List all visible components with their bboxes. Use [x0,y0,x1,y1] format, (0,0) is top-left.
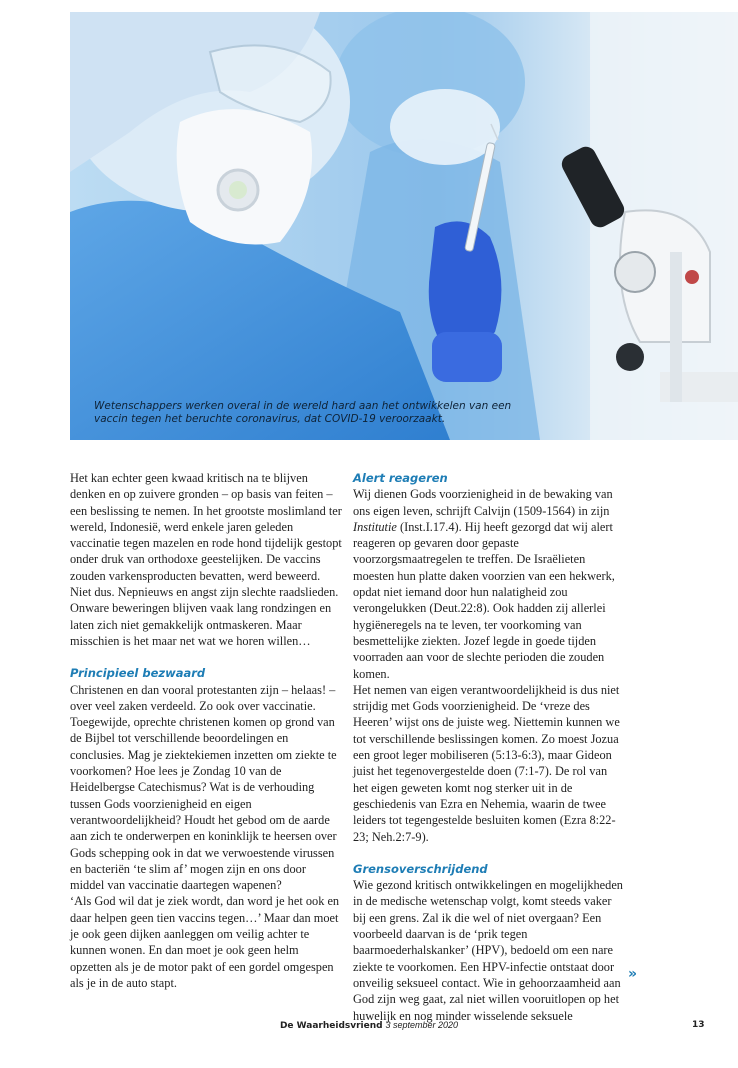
body-paragraph: Christenen en dan vooral protestanten zijn – helaas! – over veel zaken verdeeld. Zo ook over vaccinatie. Toegewijde, oprechte christenen komen op grond van de Bijbel tot verschillende beoordelingen en conclusies. Mag je ziektekiemen inzetten om ziekte te voorkomen? Hoe lees je Zondag 10 van de Heidelbergse Catechismus? Wat is de verhouding tussen Gods voorzienigheid en eigen verantwoordelijkheid? Houdt het gebod om de aarde aan zich te onderwerpen en koninklijk te heersen over Gods schepping ook in dat we verwoestende virussen en bacteriën ‘te slim af’ mogen zijn en ons door middel van vaccinatie daartegen wapenen? [70,682,337,893]
footer-credit [0,1020,738,1031]
page-number: 13 [692,1020,705,1030]
article-photo [70,12,738,440]
body-paragraph: Het nemen van eigen verantwoordelijkheid is dus niet strijdig met Gods voorzienigheid. De ‘vreze des Heeren’ wijst ons de juiste weg. Niettemin kunnen we tot verschillende beslissingen komen. Zo moest Jozua een groot leger mobiliseren (5:13-6:3), maar Gideon juist het tegenovergestelde doen (7:1-7). De rol van het eigen geweten komt nog sterker uit in de geschiedenis van Ezra en Nehemia, waarin de twee leiders tot tegengestelde besluiten komen (Ezra 8:22-23; Neh.2:7-9). [353,682,620,844]
text-span: (Inst.I.17.4). Hij heeft gezorgd dat wij alert reageren op gevaren door gepaste voorzorgsmaatregelen te treffen. De Israëlieten moesten hun platte daken voorzien van een hekwerk, opdat niet iemand door hun nalatigheid zou verongelukken (Deut.22:8). Ook hadden zij allerlei hygiëneregels na te leven, ter voorkoming van besmettelijke ziekten. Jozef legde in goede tijden voorraden aan voor de slechte perioden die zouden komen. [353,519,615,681]
body-paragraph: Wie gezond kritisch ontwikkelingen en mogelijkheden in de medische wetenschap volgt, komt steeds vaker bij een grens. Zal ik die wel of niet overgaan? Een voorbeeld daarvan is de ‘prik tegen baarmoederhalskanker’ (HPV), bedoeld om een nare ziekte te voorkomen. Een HPV-infectie ontstaat door onveilig seksueel contact. Wie in gehoorzaamheid aan God zijn weg gaat, zal niet willen vooruitlopen op het huwelijk en nog minder wisselende seksuele [353,878,623,1023]
issue-date: 3 september 2020 [385,1020,459,1030]
intro-paragraph: Het kan echter geen kwaad kritisch na te blijven denken en op zuivere gronden – op basis van feiten – een beslissing te nemen. In het grootste moslimland ter wereld, Indonesië, werd enkele jaren geleden vaccinatie tegen mazelen en rode hond tijdelijk gestopt onder druk van orthodoxe geestelijken. De vaccins zouden varkensproducten bevatten, werd beweerd. Niet dus. Nepnieuws en angst zijn slechte raadslieden. Onware beweringen blijven vaak lang rondzingen en laten zich niet gemakkelijk ontmaskeren. Maar misschien is het maar net wat we horen willen… [70,471,342,648]
section-heading-grensoverschrijdend: Grensoverschrijdend [353,861,488,876]
magazine-name: De Waarheidsvriend [279,1021,383,1031]
lab-scientists-illustration [70,12,738,440]
section-heading-alert: Alert reageren [353,471,448,485]
continue-arrow-icon: » [628,966,638,982]
section-heading-principieel: Principieel bezwaard [70,666,206,681]
book-title: Institutie [353,519,397,534]
photo-caption: Wetenschappers werken overal in de wereld hard aan het ontwikkelen van een vaccin tegen het beruchte coronavirus, dat COVID-19 veroorzaakt. [94,400,512,425]
left-column [70,470,342,991]
body-paragraph [353,486,625,682]
body-paragraph: ‘Als God wil dat je ziek wordt, dan word je het ook en daar helpen geen tien vaccins tegen…’ Maar dan moet je ook geen dijken aanleggen om veilig achter te kunnen wonen. En dan moet je ook geen helm opzetten als je de motor pakt of een gordel omgespen als je in de auto stapt. [70,894,340,990]
right-column [353,470,625,1024]
text-span: Wij dienen Gods voorzienigheid in de bewaking van ons eigen leven, schrijft Calvijn (1509-1564) in zijn [353,487,613,518]
